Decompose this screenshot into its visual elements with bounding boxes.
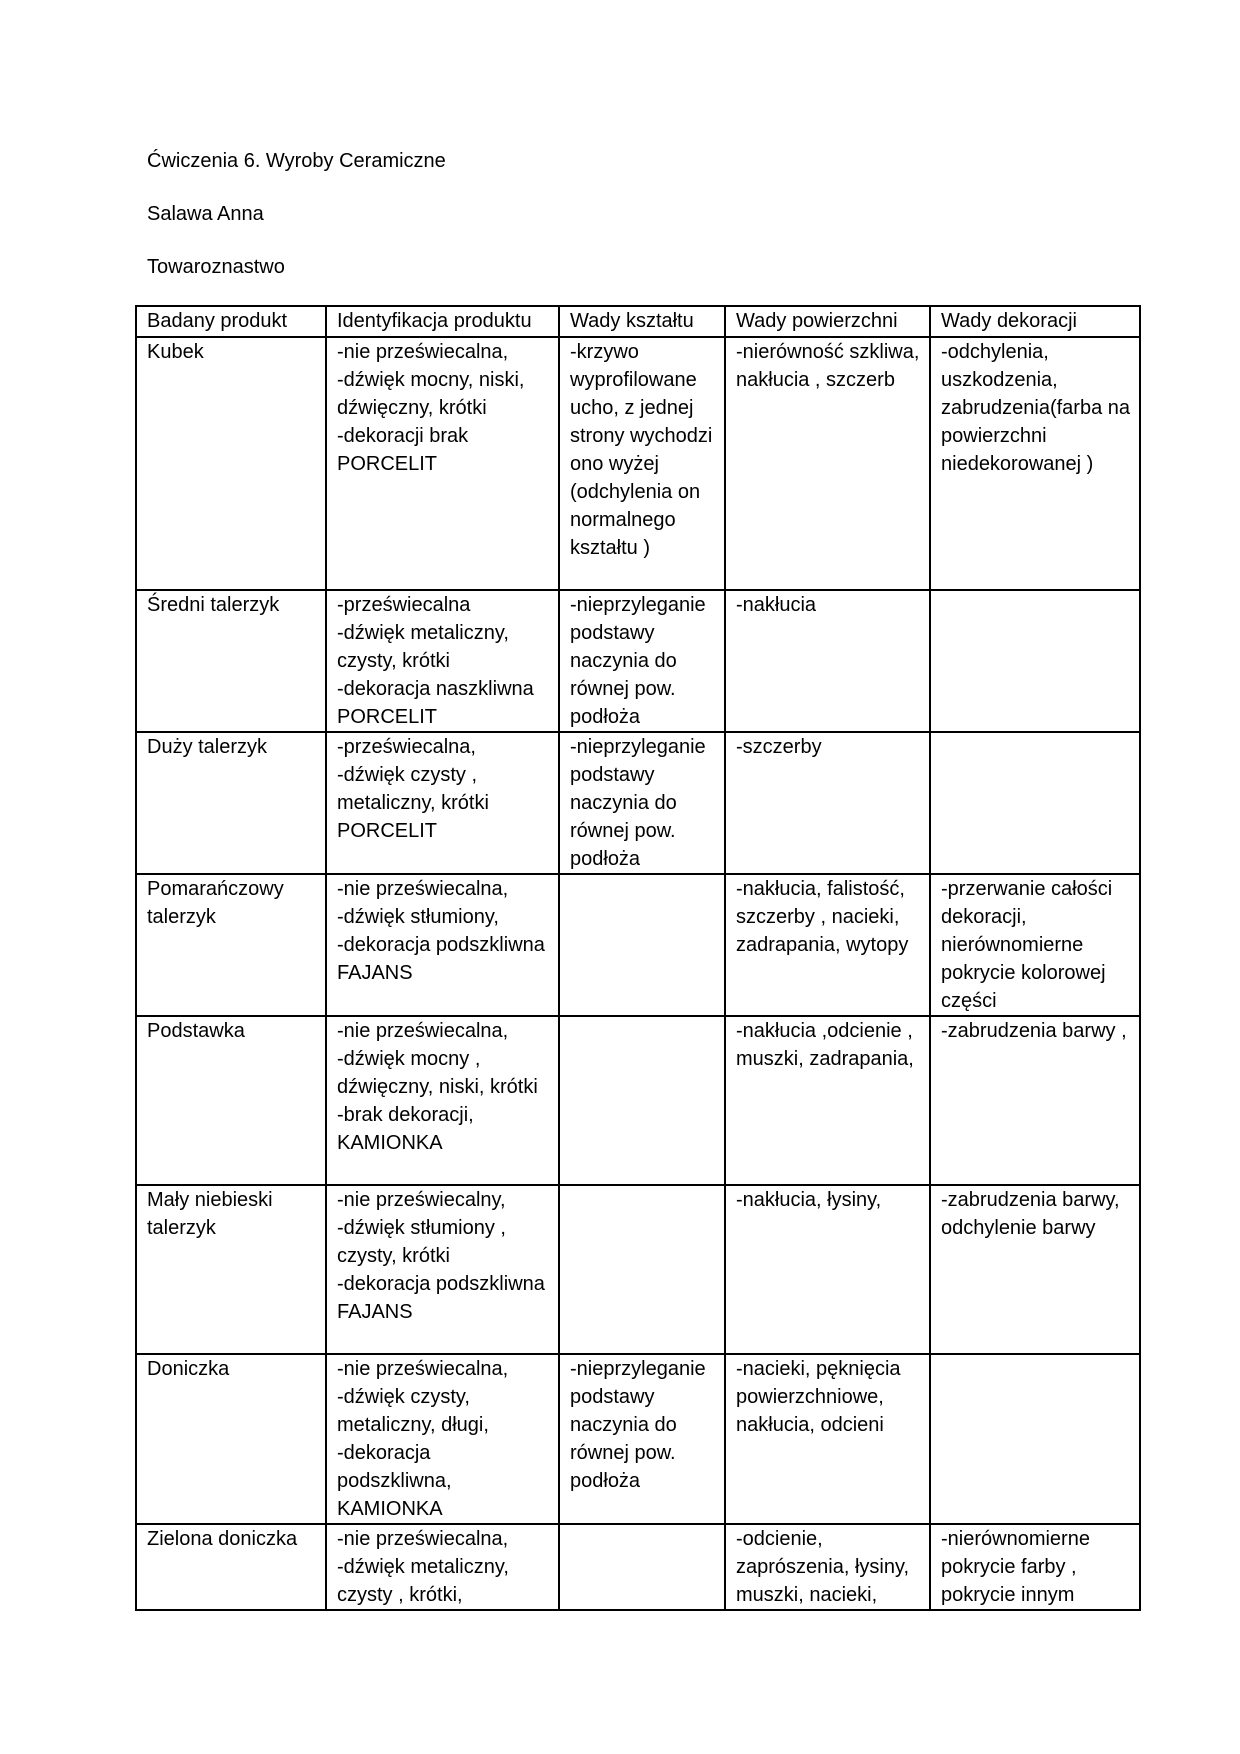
- decoration-defects-cell: -nierównomierne pokrycie farby , pokrycie innym: [930, 1524, 1140, 1610]
- decoration-defects-cell: -przerwanie całości dekoracji, nierównomierne pokrycie kolorowej części: [930, 874, 1140, 1016]
- surface-defects-cell: -nakłucia, falistość, szczerby , nacieki, zadrapania, wytopy: [725, 874, 930, 1016]
- column-header: Wady kształtu: [559, 306, 725, 337]
- column-header: Identyfikacja produktu: [326, 306, 559, 337]
- surface-defects-cell: -odcienie, zaprószenia, łysiny, muszki, nacieki,: [725, 1524, 930, 1610]
- shape-defects-cell: [559, 874, 725, 1016]
- table-row: [136, 1185, 1140, 1354]
- decoration-defects-cell: -zabrudzenia barwy ,: [930, 1016, 1140, 1185]
- decoration-defects-cell: -zabrudzenia barwy, odchylenie barwy: [930, 1185, 1140, 1354]
- table-header-row: [136, 306, 1140, 337]
- decoration-defects-cell: -odchylenia, uszkodzenia, zabrudzenia(farba na powierzchni niedekorowanej ): [930, 337, 1140, 590]
- table-row: [136, 874, 1140, 1016]
- table-row: [136, 732, 1140, 874]
- identification-cell: -nie przeświecalna, -dźwięk mocny , dźwięczny, niski, krótki -brak dekoracji, KAMIONKA: [326, 1016, 559, 1185]
- product-cell: Kubek: [136, 337, 326, 590]
- author-name: Salawa Anna: [147, 203, 264, 225]
- product-cell: Doniczka: [136, 1354, 326, 1524]
- shape-defects-cell: -nieprzyleganie podstawy naczynia do równej pow. podłoża: [559, 590, 725, 732]
- surface-defects-cell: -nakłucia, łysiny,: [725, 1185, 930, 1354]
- identification-cell: -nie przeświecalna, -dźwięk czysty, metaliczny, długi, -dekoracja podszkliwna, KAMIONKA: [326, 1354, 559, 1524]
- product-cell: Pomarańczowy talerzyk: [136, 874, 326, 1016]
- decoration-defects-cell: [930, 590, 1140, 732]
- product-cell: Zielona doniczka: [136, 1524, 326, 1610]
- decoration-defects-cell: [930, 1354, 1140, 1524]
- identification-cell: -nie przeświecalna, -dźwięk metaliczny, czysty , krótki,: [326, 1524, 559, 1610]
- defects-table: [135, 305, 1141, 1611]
- table-row: [136, 590, 1140, 732]
- table-row: [136, 1354, 1140, 1524]
- document-title: Ćwiczenia 6. Wyroby Ceramiczne: [147, 150, 446, 172]
- shape-defects-cell: -nieprzyleganie podstawy naczynia do równej pow. podłoża: [559, 732, 725, 874]
- identification-cell: -przeświecalna -dźwięk metaliczny, czysty, krótki -dekoracja naszkliwna PORCELIT: [326, 590, 559, 732]
- shape-defects-cell: [559, 1185, 725, 1354]
- surface-defects-cell: -nakłucia: [725, 590, 930, 732]
- column-header: Badany produkt: [136, 306, 326, 337]
- shape-defects-cell: -krzywo wyprofilowane ucho, z jednej strony wychodzi ono wyżej (odchylenia on normalnego kształtu ): [559, 337, 725, 590]
- table-row: [136, 1524, 1140, 1610]
- shape-defects-cell: [559, 1524, 725, 1610]
- shape-defects-cell: [559, 1016, 725, 1185]
- product-cell: Mały niebieski talerzyk: [136, 1185, 326, 1354]
- surface-defects-cell: -nacieki, pęknięcia powierzchniowe, nakłucia, odcieni: [725, 1354, 930, 1524]
- column-header: Wady dekoracji: [930, 306, 1140, 337]
- identification-cell: -nie przeświecalna, -dźwięk mocny, niski, dźwięczny, krótki -dekoracji brak PORCELIT: [326, 337, 559, 590]
- column-header: Wady powierzchni: [725, 306, 930, 337]
- surface-defects-cell: -nierówność szkliwa, nakłucia , szczerb: [725, 337, 930, 590]
- shape-defects-cell: -nieprzyleganie podstawy naczynia do równej pow. podłoża: [559, 1354, 725, 1524]
- table-row: [136, 337, 1140, 590]
- product-cell: Średni talerzyk: [136, 590, 326, 732]
- table-row: [136, 1016, 1140, 1185]
- product-cell: Podstawka: [136, 1016, 326, 1185]
- identification-cell: -nie przeświecalny, -dźwięk stłumiony , czysty, krótki -dekoracja podszkliwna FAJANS: [326, 1185, 559, 1354]
- identification-cell: -przeświecalna, -dźwięk czysty , metaliczny, krótki PORCELIT: [326, 732, 559, 874]
- product-cell: Duży talerzyk: [136, 732, 326, 874]
- decoration-defects-cell: [930, 732, 1140, 874]
- course-name: Towaroznastwo: [147, 256, 285, 278]
- identification-cell: -nie przeświecalna, -dźwięk stłumiony, -dekoracja podszkliwna FAJANS: [326, 874, 559, 1016]
- surface-defects-cell: -nakłucia ,odcienie , muszki, zadrapania,: [725, 1016, 930, 1185]
- surface-defects-cell: -szczerby: [725, 732, 930, 874]
